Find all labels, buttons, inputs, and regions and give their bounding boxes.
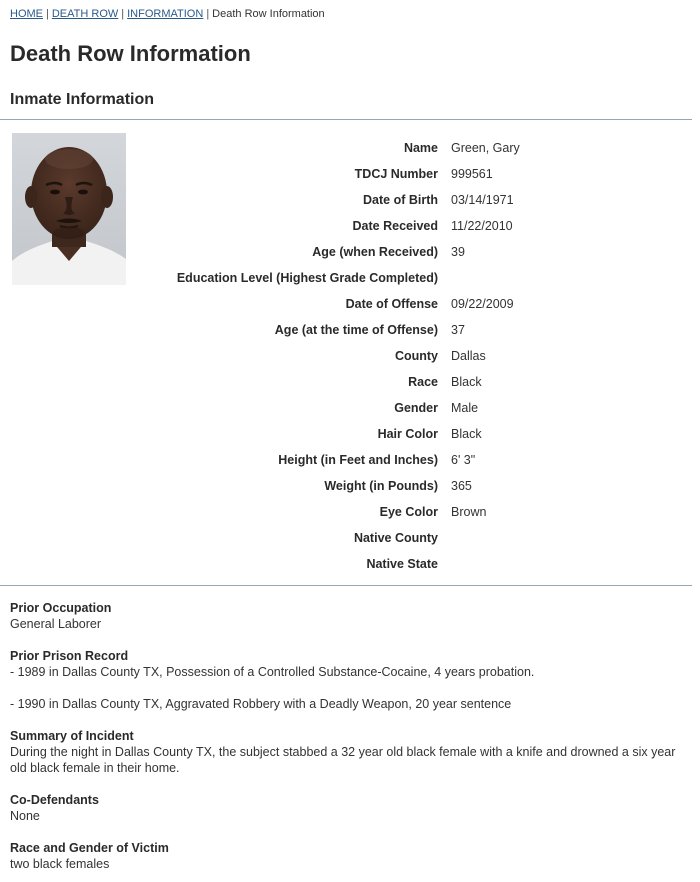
info-value xyxy=(451,265,560,291)
breadcrumb-current: Death Row Information xyxy=(212,8,325,20)
prior-prison-record-section xyxy=(10,648,690,712)
inmate-info-table xyxy=(140,135,560,577)
victim-text: two black females xyxy=(10,857,110,871)
mugshot-photo xyxy=(12,133,126,285)
spacer xyxy=(10,680,690,696)
info-label: Weight (in Pounds) xyxy=(324,479,438,493)
info-row-hair-color xyxy=(140,421,560,447)
co-defendants-heading: Co-Defendants xyxy=(10,793,99,807)
victim-heading: Race and Gender of Victim xyxy=(10,841,169,855)
info-value: 11/22/2010 xyxy=(451,219,513,233)
divider xyxy=(0,585,692,586)
breadcrumb-separator: | xyxy=(121,8,125,20)
info-value xyxy=(451,525,560,551)
info-row-date-of-birth xyxy=(140,187,560,213)
prior-prison-record-line: - 1989 in Dallas County TX, Possession of a Controlled Substance-Cocaine, 4 years probation. xyxy=(10,665,535,679)
breadcrumb-death-row-link[interactable]: DEATH ROW xyxy=(51,8,119,20)
co-defendants-section xyxy=(10,792,690,824)
info-label: Height (in Feet and Inches) xyxy=(278,453,438,467)
info-row-county xyxy=(140,343,560,369)
breadcrumb-information-link[interactable]: INFORMATION xyxy=(127,8,204,20)
info-label: Date of Offense xyxy=(345,297,438,311)
breadcrumb xyxy=(10,8,325,20)
page-title: Death Row Information xyxy=(10,41,251,66)
prior-occupation-heading: Prior Occupation xyxy=(10,601,112,615)
prior-occupation-text: General Laborer xyxy=(10,617,102,631)
info-value: 09/22/2009 xyxy=(451,297,514,311)
breadcrumb-home-link[interactable]: HOME xyxy=(10,8,43,20)
info-label: Gender xyxy=(394,401,438,415)
victim-section xyxy=(10,840,690,872)
info-value: Black xyxy=(451,375,482,389)
info-row-race xyxy=(140,369,560,395)
prior-occupation-section xyxy=(10,600,690,632)
prior-prison-record-heading: Prior Prison Record xyxy=(10,649,129,663)
prior-prison-record-line: - 1990 in Dallas County TX, Aggravated Robbery with a Deadly Weapon, 20 year sentence xyxy=(10,697,512,711)
info-row-height xyxy=(140,447,560,473)
info-value xyxy=(451,551,560,577)
info-value: Dallas xyxy=(451,349,486,363)
co-defendants-text: None xyxy=(10,809,40,823)
info-row-date-received xyxy=(140,213,560,239)
info-value: 37 xyxy=(451,323,465,337)
info-label: Hair Color xyxy=(377,427,438,441)
breadcrumb-separator: | xyxy=(206,8,210,20)
info-label: Eye Color xyxy=(379,505,438,519)
info-value: Green, Gary xyxy=(451,141,520,155)
info-label: Date Received xyxy=(352,219,438,233)
breadcrumb-separator: | xyxy=(46,8,49,20)
info-row-age-when-received xyxy=(140,239,560,265)
info-row-weight xyxy=(140,473,560,499)
info-value: Black xyxy=(451,427,482,441)
info-row-name xyxy=(140,135,560,161)
info-label: Race xyxy=(408,375,438,389)
info-value: 39 xyxy=(451,245,465,259)
info-row-eye-color xyxy=(140,499,560,525)
info-label: TDCJ Number xyxy=(354,167,438,181)
summary-of-incident-heading: Summary of Incident xyxy=(10,729,134,743)
info-label: Name xyxy=(403,141,438,155)
summary-of-incident-text: During the night in Dallas County TX, the subject stabbed a 32 year old black female with a knife and drowned a six year old black female in their home. xyxy=(10,745,676,775)
info-row-date-of-offense xyxy=(140,291,560,317)
info-value: 365 xyxy=(451,479,472,493)
info-label: Age (when Received) xyxy=(312,245,438,259)
info-row-tdcj-number xyxy=(140,161,560,187)
info-row-education-level xyxy=(140,265,560,291)
divider xyxy=(0,119,692,120)
info-label: County xyxy=(394,349,438,363)
info-label: Date of Birth xyxy=(363,193,438,207)
info-row-gender xyxy=(140,395,560,421)
info-value: 999561 xyxy=(451,167,493,181)
info-label: Native County xyxy=(353,531,438,545)
info-row-native-state xyxy=(140,551,560,577)
info-value: Brown xyxy=(451,505,487,519)
info-label: Age (at the time of Offense) xyxy=(274,323,438,337)
info-label: Education Level (Highest Grade Completed) xyxy=(176,271,438,285)
summary-of-incident-section xyxy=(10,728,690,776)
info-value: 6' 3" xyxy=(451,453,476,467)
inmate-details xyxy=(10,600,690,882)
info-row-native-county xyxy=(140,525,560,551)
info-label: Native State xyxy=(366,557,438,571)
section-title: Inmate Information xyxy=(10,91,155,108)
info-row-age-at-offense xyxy=(140,317,560,343)
info-value: 03/14/1971 xyxy=(451,193,514,207)
info-value: Male xyxy=(451,401,479,415)
